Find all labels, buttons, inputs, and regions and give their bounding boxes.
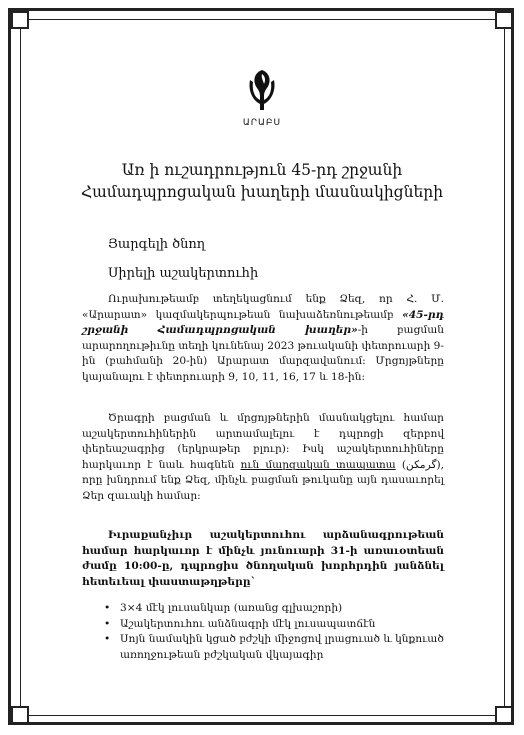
paragraph-text: -ի բացման արարողութիւնը տեղի կունենայ 2023 թուականի փետրուարի 9-ին (բահմանի 20-ին) Արարատ մարզավանում: Մրցոյթները կայանալու է փետրուարի 9, 10, 11, 16, 17 և 18-ին:	[82, 324, 444, 383]
greeting-parents: Յարգելի ծնող	[108, 237, 206, 252]
corner-ornament	[11, 11, 29, 29]
page-title	[40, 159, 484, 203]
corner-ornament	[11, 706, 29, 724]
paragraph-announcement	[82, 292, 444, 386]
paragraph-text: , որը խնդրում ենք Ձեզ, մինչև բացման թուկանը այն դասաւորել Ձեր զաւակի համար:	[82, 458, 445, 502]
uniform-underlined-text: ուն մարզական տապատա	[240, 458, 396, 471]
requirements-list	[100, 601, 444, 663]
list-item: • Աշակերտուհու անձնագրի մէկ լուսապատճէն	[100, 617, 444, 633]
title-line-1: Առ ի ուշադրություն 45-րդ շրջանի	[121, 161, 403, 179]
paragraph-text: Ծրագրի բացման և մրցոյթներին մասնակցելու համար աշակերտուհիներին արտամալելու է դպրոցի զերբով փերեաշագրից (երկրաթեր բլուր): Իսկ աշակերտուհիները հարկաւոր է նաև հագնեն	[82, 412, 444, 471]
greeting-students: Սիրելի աշակերտուհի	[108, 266, 259, 281]
uniform-persian-term: (گرمکن)	[401, 458, 441, 471]
paragraph-text: Ուրախութեամբ տեղեկացնում ենք Ձեզ, որ Հ. Մ. «Արարատ» կազմակերպութեան նախաձեռնութեամբ	[82, 293, 444, 321]
paragraph-registration: Իւրաքանչիւր աշակերտուհու արձանագրութեան համար հարկաւոր է մինչև յունուարի 31-ի առաւօտեան ժամը 10:00-ը, դպրոցիս ծնողական խորհրդին յանձնել հետեւեալ փաստաթղթերը`	[82, 529, 444, 588]
ararat-logo-icon	[242, 66, 282, 116]
event-name: «45-րդ շրջանի Համադպրոցական խաղեր»	[82, 308, 444, 337]
title-line-2: Համադպրոցական խաղերի մասնակիցների	[80, 183, 444, 201]
corner-ornament	[495, 11, 513, 29]
list-item: • Սոյն նամակին կցած բժշկի միջոցով լրացուած և կնքուած առողջութեան բժշկական վկայագիր	[100, 632, 444, 663]
list-item: • 3×4 մէկ լուսանկար (առանց գլխաշորի)	[100, 601, 444, 617]
corner-ornament	[495, 706, 513, 724]
ararat-logo	[236, 66, 288, 136]
paragraph-uniform	[82, 411, 444, 505]
logo-caption: ԱՐԱԲՍ	[242, 118, 282, 128]
